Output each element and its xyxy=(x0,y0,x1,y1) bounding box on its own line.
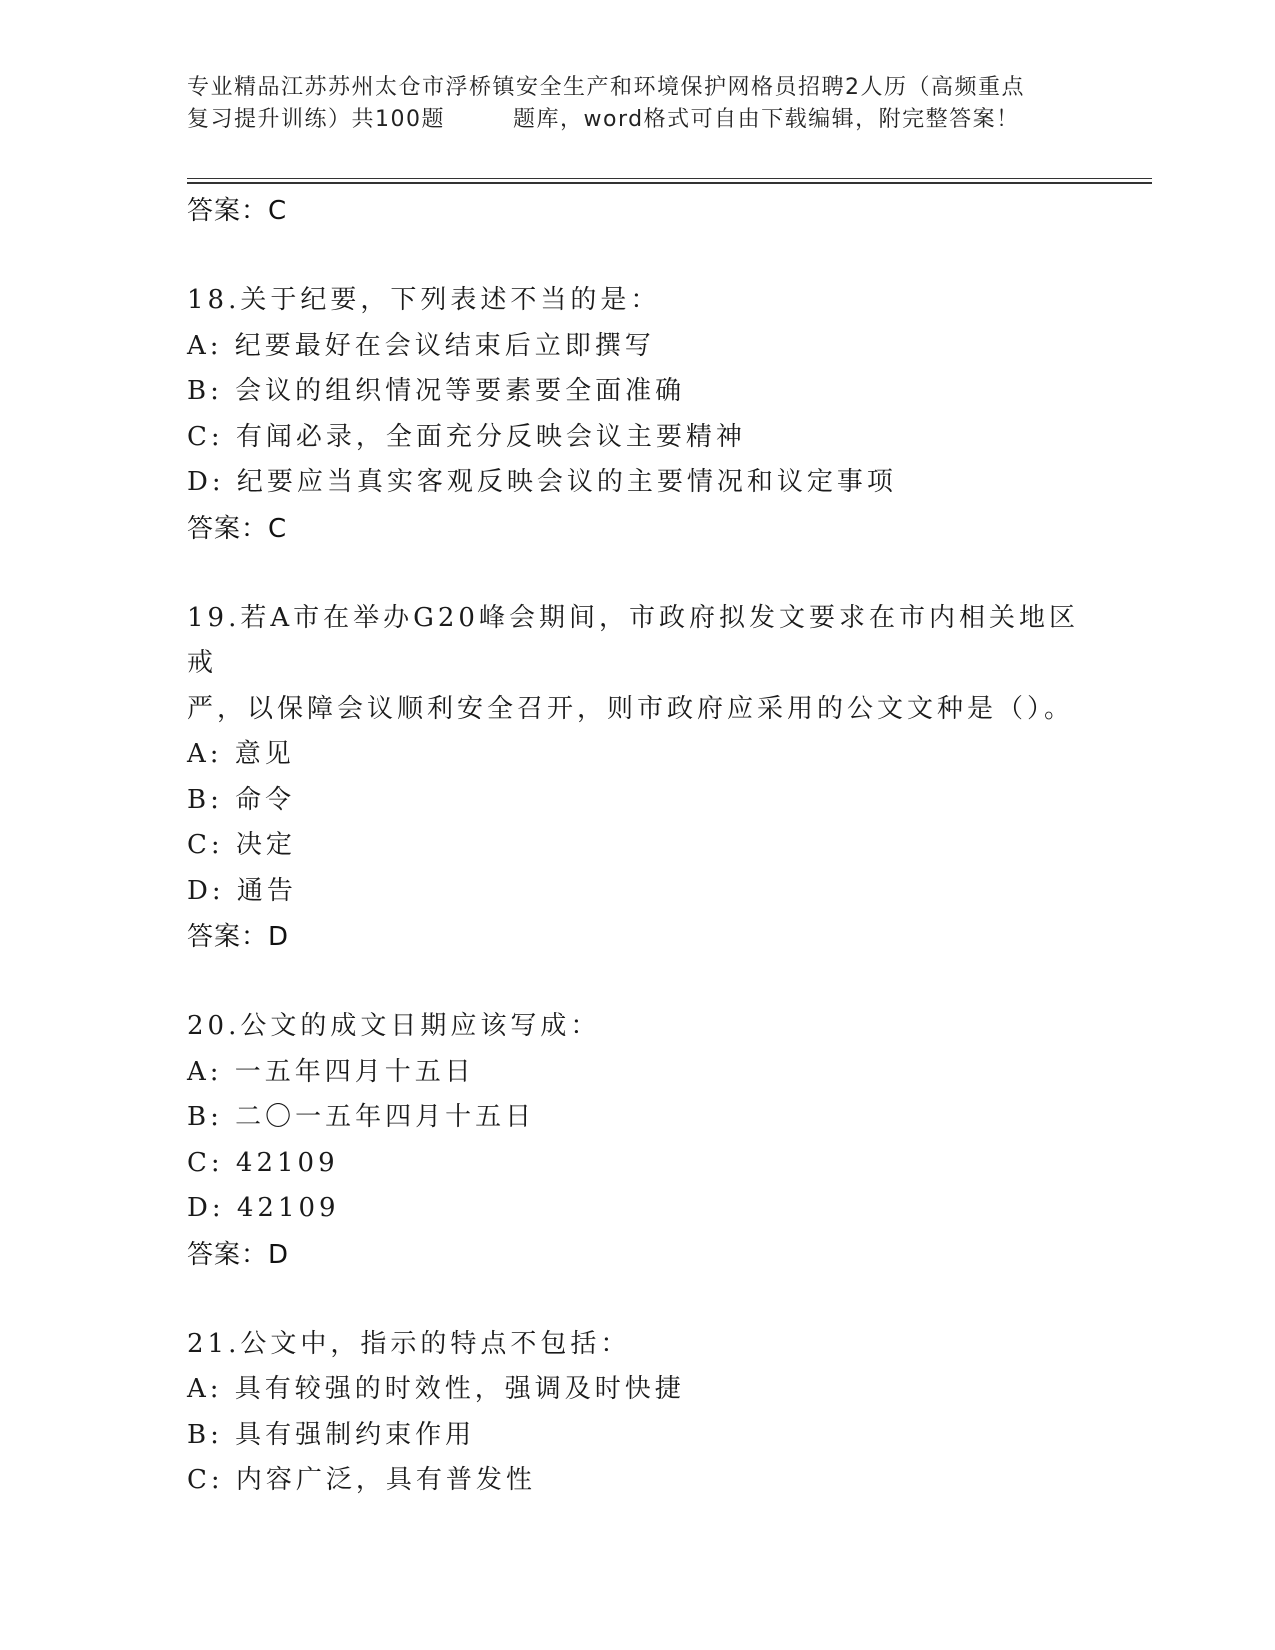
question-text-line-1: 19.若A市在举办G20峰会期间，市政府拟发文要求在市内相关地区戒 xyxy=(187,602,1079,678)
title-line-2 xyxy=(187,104,1147,136)
title-line-1: 专业精品江苏苏州太仓市浮桥镇安全生产和环境保护网格员招聘2人历（高频重点 xyxy=(187,75,1025,100)
question-text: 21.公文中，指示的特点不包括： xyxy=(187,1328,631,1359)
question-18 xyxy=(187,278,1087,552)
option-a: A: 纪要最好在会议结束后立即撰写 xyxy=(187,330,655,361)
question-text-line-2: 严，以保障会议顺利安全召开，则市政府应采用的公文文种是（）。 xyxy=(187,693,1075,724)
option-a: A: 一五年四月十五日 xyxy=(187,1056,475,1087)
option-c: C: 42109 xyxy=(187,1147,339,1178)
option-a: A: 意见 xyxy=(187,739,295,769)
option-b: B: 具有强制约束作用 xyxy=(187,1419,476,1450)
question-21 xyxy=(187,1322,1087,1504)
header-rule-thin xyxy=(187,178,1152,179)
option-b: B: 二〇一五年四月十五日 xyxy=(187,1102,536,1132)
answer: 答案：C xyxy=(187,513,288,544)
title-line-2-part-b: 题库，word格式可自由下载编辑，附完整答案！ xyxy=(513,107,1020,132)
question-list xyxy=(187,188,1087,1504)
document-title xyxy=(187,72,1147,136)
answer: 答案：D xyxy=(187,1239,290,1270)
question-19 xyxy=(187,596,1087,961)
option-b: B: 会议的组织情况等要素要全面准确 xyxy=(187,376,686,406)
option-c: C: 决定 xyxy=(187,830,296,860)
option-d: D: 通告 xyxy=(187,875,297,906)
answer: 答案：D xyxy=(187,922,290,952)
title-line-2-part-a: 复习提升训练）共100题 xyxy=(187,107,445,132)
question-20 xyxy=(187,1004,1087,1278)
question-text: 18.关于纪要，下列表述不当的是： xyxy=(187,285,661,315)
option-d: D: 42109 xyxy=(187,1193,340,1223)
option-d: D: 纪要应当真实客观反映会议的主要情况和议定事项 xyxy=(187,467,897,497)
option-b: B: 命令 xyxy=(187,784,296,815)
header-rule-thick xyxy=(187,182,1152,184)
option-a: A: 具有较强的时效性，强调及时快捷 xyxy=(187,1374,685,1404)
page-header xyxy=(187,72,1147,136)
answer-17: 答案：C xyxy=(187,196,288,226)
option-c: C: 内容广泛，具有普发性 xyxy=(187,1465,536,1495)
question-text: 20.公文的成文日期应该写成： xyxy=(187,1011,601,1041)
option-c: C: 有闻必录，全面充分反映会议主要精神 xyxy=(187,421,746,452)
